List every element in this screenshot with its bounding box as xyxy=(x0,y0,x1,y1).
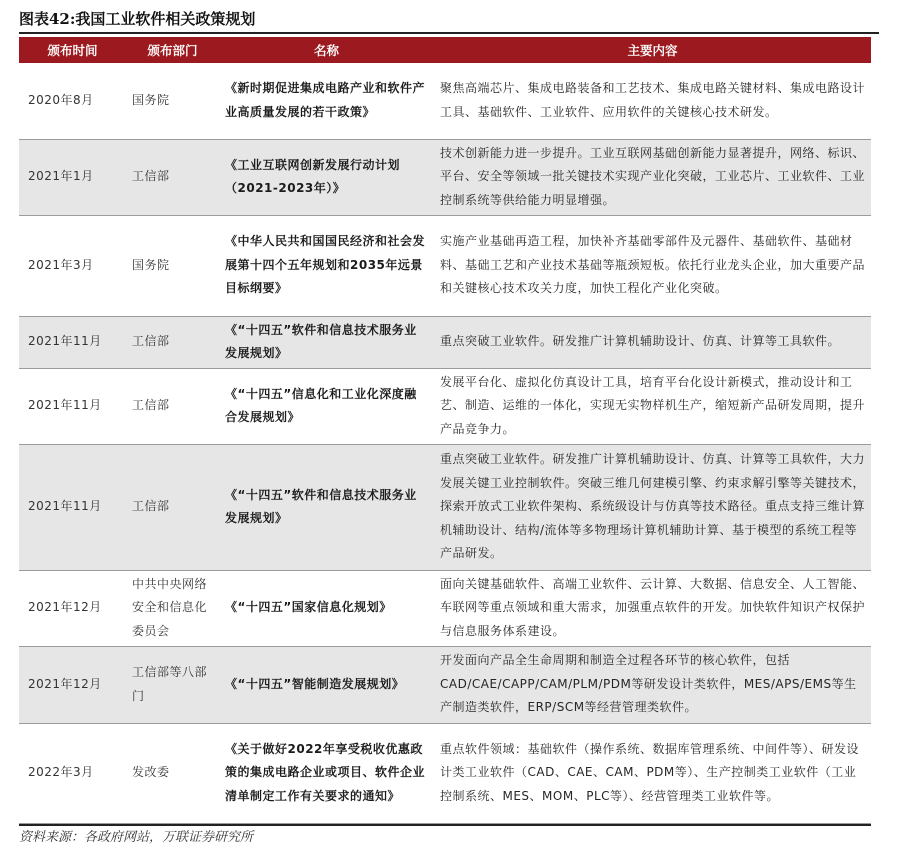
row-name: 《“十四五”国家信息化规划》 xyxy=(219,570,434,646)
row-name: 《新时期促进集成电路产业和软件产业高质量发展的若干政策》 xyxy=(219,63,434,139)
row-department: 发改委 xyxy=(126,723,219,823)
row-department: 工信部 xyxy=(126,316,219,368)
policy-table xyxy=(19,37,871,824)
row-date: 2021年1月 xyxy=(19,139,126,215)
row-department: 工信部 xyxy=(126,444,219,570)
table-row xyxy=(19,723,871,823)
row-date: 2020年8月 xyxy=(19,63,126,139)
row-content: 发展平台化、虚拟化仿真设计工具，培育平台化设计新模式，推动设计和工艺、制造、运维的一体化，实现无实物样机生产，缩短新产品研发周期，提升产品竞争力。 xyxy=(434,368,871,444)
row-name: 《“十四五”软件和信息技术服务业发展规划》 xyxy=(219,316,434,368)
row-content: 聚焦高端芯片、集成电路装备和工艺技术、集成电路关键材料、集成电路设计工具、基础软件、工业软件、应用软件的关键核心技术研发。 xyxy=(434,63,871,139)
table-row xyxy=(19,63,871,139)
row-name: 《中华人民共和国国民经济和社会发展第十四个五年规划和2035年远景目标纲要》 xyxy=(219,215,434,316)
table-header-row xyxy=(19,37,871,63)
table-row xyxy=(19,444,871,570)
header-content: 主要内容 xyxy=(434,37,871,63)
row-content: 开发面向产品全生命周期和制造全过程各环节的核心软件，包括CAD/CAE/CAPP/CAM/PLM/PDM等研发设计类软件，MES/APS/EMS等生产制造类软件，ERP/SCM等经营管理类软件。 xyxy=(434,646,871,723)
header-department: 颁布部门 xyxy=(126,37,219,63)
figure-title: 图表42:我国工业软件相关政策规划 xyxy=(19,6,879,34)
source-note: 资料来源：各政府网站，万联证券研究所 xyxy=(19,830,254,845)
row-date: 2021年11月 xyxy=(19,316,126,368)
header-date: 颁布时间 xyxy=(19,37,126,63)
row-name: 《“十四五”软件和信息技术服务业发展规划》 xyxy=(219,444,434,570)
row-date: 2022年3月 xyxy=(19,723,126,823)
row-name: 《“十四五”智能制造发展规划》 xyxy=(219,646,434,723)
row-content: 技术创新能力进一步提升。工业互联网基础创新能力显著提升，网络、标识、平台、安全等领域一批关键技术实现产业化突破，工业芯片、工业软件、工业控制系统等供给能力明显增强。 xyxy=(434,139,871,215)
row-name: 《关于做好2022年享受税收优惠政策的集成电路企业或项目、软件企业清单制定工作有关要求的通知》 xyxy=(219,723,434,823)
table-row xyxy=(19,139,871,215)
header-name: 名称 xyxy=(219,37,434,63)
table-bottom-rule xyxy=(19,824,871,826)
row-department: 工信部 xyxy=(126,368,219,444)
row-department: 中共中央网络安全和信息化委员会 xyxy=(126,570,219,646)
row-date: 2021年12月 xyxy=(19,570,126,646)
row-content: 实施产业基础再造工程，加快补齐基础零部件及元器件、基础软件、基础材料、基础工艺和产业技术基础等瓶颈短板。依托行业龙头企业，加大重要产品和关键核心技术攻关力度，加快工程化产业化突破。 xyxy=(434,215,871,316)
row-content: 面向关键基础软件、高端工业软件、云计算、大数据、信息安全、人工智能、车联网等重点领域和重大需求，加强重点软件的开发。加快软件知识产权保护与信息服务体系建设。 xyxy=(434,570,871,646)
row-content: 重点突破工业软件。研发推广计算机辅助设计、仿真、计算等工具软件，大力发展关键工业控制软件。突破三维几何建模引擎、约束求解引擎等关键技术，探索开放式工业软件架构、系统级设计与仿真等技术路径。重点支持三维计算机辅助设计、结构/流体等多物理场计算机辅助计算、基于模型的系统工程等产品研发。 xyxy=(434,444,871,570)
table-row xyxy=(19,215,871,316)
row-content: 重点软件领域：基础软件（操作系统、数据库管理系统、中间件等）、研发设计类工业软件（CAD、CAE、CAM、PDM等）、生产控制类工业软件（工业控制系统、MES、MOM、PLC等）、经营管理类工业软件等。 xyxy=(434,723,871,823)
table-row xyxy=(19,316,871,368)
row-date: 2021年3月 xyxy=(19,215,126,316)
row-name: 《“十四五”信息化和工业化深度融合发展规划》 xyxy=(219,368,434,444)
row-date: 2021年11月 xyxy=(19,444,126,570)
table-row xyxy=(19,646,871,723)
row-department: 工信部等八部门 xyxy=(126,646,219,723)
row-department: 国务院 xyxy=(126,63,219,139)
table-row xyxy=(19,570,871,646)
table-row xyxy=(19,368,871,444)
row-name: 《工业互联网创新发展行动计划（2021-2023年）》 xyxy=(219,139,434,215)
row-content: 重点突破工业软件。研发推广计算机辅助设计、仿真、计算等工具软件。 xyxy=(434,316,871,368)
row-department: 工信部 xyxy=(126,139,219,215)
row-date: 2021年12月 xyxy=(19,646,126,723)
row-department: 国务院 xyxy=(126,215,219,316)
row-date: 2021年11月 xyxy=(19,368,126,444)
